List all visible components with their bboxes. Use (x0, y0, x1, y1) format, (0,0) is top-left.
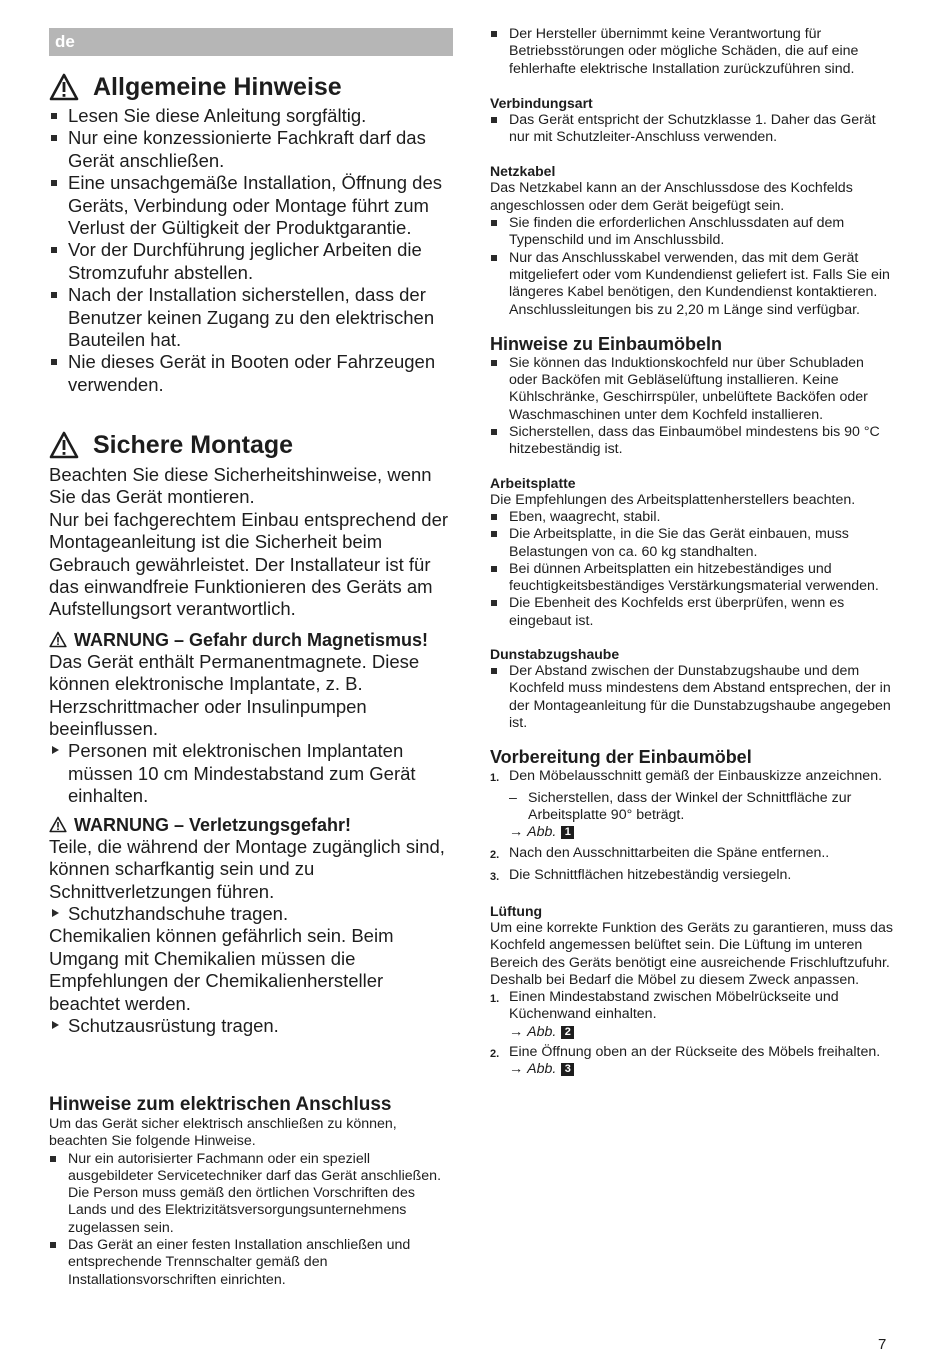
ventilation-steps (490, 989, 895, 1024)
list-item: Der Abstand zwischen der Dunstabzugshaube und dem Kochfeld muss mindestens dem Abstand entsprechen, der in der Montageanleitung für die Dunstabzugshaube angegeben ist. (490, 663, 895, 732)
warning-heading: WARNUNG – Verletzungsgefahr! (49, 814, 454, 836)
action-list (49, 740, 454, 807)
figure-number: 1 (561, 826, 574, 839)
section-title: Vorbereitung der Einbaumöbel (490, 747, 752, 768)
list-item: Nie dieses Gerät in Booten oder Fahrzeugen verwenden. (49, 351, 454, 396)
list-item: Eine unsachgemäße Installation, Öffnung des Geräts, Verbindung oder Montage führt zum Verlust der Gültigkeit der Produktgarantie. (49, 172, 454, 239)
paragraph: Die Empfehlungen des Arbeitsplattenherstellers beachten. (490, 491, 856, 508)
section-title: Dunstabzugshaube (490, 646, 620, 663)
list-item: Sie finden die erforderlichen Anschlussdaten auf dem Typenschild und im Anschlussbild. (490, 215, 895, 250)
warning-triangle-icon (49, 631, 67, 648)
list-item: Sie können das Induktionskochfeld nur über Schubladen oder Backöfen mit Gebläselüftung installieren. Keine Kühlschränke, Geschirrspüler, unbelüftete Backöfen oder Waschmaschinen unter dem Kochfeld installieren. (490, 355, 895, 424)
warning-triangle-icon (49, 72, 79, 102)
figure-reference: → Abb. 3 (490, 1061, 895, 1078)
warning-triangle-icon (49, 816, 67, 833)
section-title: Arbeitsplatte (490, 474, 576, 491)
list-item: Nur das Anschlusskabel verwenden, das mit dem Gerät mitgeliefert oder vom Kundendienst geliefert ist. Falls Sie ein längeres Kabel benötigen, den Kundendienst kontaktieren. Anschlussleitungen bis zu 2,20 m Länge sind verfügbar. (490, 250, 895, 319)
list-item: Vor der Durchführung jeglicher Arbeiten die Stromzufuhr abstellen. (49, 239, 454, 284)
preparation-steps (490, 845, 895, 884)
page-number: 7 (878, 1336, 887, 1353)
electrical-notes-list (49, 1151, 454, 1289)
list-item: Nach der Installation sicherstellen, dass der Benutzer keinen Zugang zu den elektrischen Bauteilen hat. (49, 284, 454, 351)
step-item: 1. Den Möbelausschnitt gemäß der Einbauskizze anzeichnen. (490, 768, 883, 785)
list-item: Der Hersteller übernimmt keine Verantwortung für Betriebsstörungen oder mögliche Schäden, die auf eine fehlerhafte elektrische Installation zurückzuführen sind. (490, 26, 895, 78)
general-notes-list (49, 105, 454, 396)
step-item: 1. Einen Mindestabstand zwischen Möbelrückseite und Küchenwand einhalten. (490, 989, 839, 1023)
step-item: 2. Eine Öffnung oben an der Rückseite des Möbels freihalten. (490, 1044, 881, 1061)
preparation-steps (490, 768, 895, 785)
section-allgemeine-hinweise (49, 72, 454, 396)
power-cable-list (490, 215, 895, 319)
paragraph: Um das Gerät sicher elektrisch anschließen zu können, beachten Sie folgende Hinweise. (49, 1116, 397, 1150)
language-code: de (55, 32, 75, 51)
warning-heading: WARNUNG – Gefahr durch Magnetismus! (49, 629, 454, 651)
list-item: Bei dünnen Arbeitsplatten ein hitzebeständiges und feuchtigkeitsbeständiges Verstärkungsmaterial verwenden. (490, 561, 895, 596)
section-title: Sichere Montage (93, 431, 294, 459)
list-item: Lesen Sie diese Anleitung sorgfältig. (49, 105, 454, 127)
section-title: Hinweise zum elektrischen Anschluss (49, 1094, 392, 1115)
warning-triangle-icon (49, 430, 79, 460)
extractor-hood-list (490, 663, 895, 732)
section-title: Netzkabel (490, 163, 556, 180)
ventilation-steps (490, 1044, 895, 1061)
action-item: Schutzhandschuhe tragen. (49, 903, 454, 925)
paragraph: Beachten Sie diese Sicherheitshinweise, wenn Sie das Gerät montieren. (49, 464, 432, 508)
list-item: Das Gerät an einer festen Installation anschließen und entsprechende Trennschalter gemäß den Installationsvorschriften einrichten. (49, 1237, 454, 1289)
section-title: Lüftung (490, 902, 543, 919)
list-item: Eben, waagrecht, stabil. (490, 509, 895, 526)
worktop-list (490, 509, 895, 630)
action-item: Schutzausrüstung tragen. (49, 1015, 454, 1037)
list-item: Die Arbeitsplatte, in die Sie das Gerät einbauen, muss Belastungen von ca. 60 kg standhalten. (490, 526, 895, 561)
list-item: Nur ein autorisierter Fachmann oder ein speziell ausgebildeter Servicetechniker darf das Gerät anschließen. Die Person muss gemäß den örtlichen Vorschriften des Lands und des Elektrizitätsversorgungsunternehmens zugelassen sein. (49, 1151, 454, 1237)
figure-reference: → Abb. 2 (490, 1024, 895, 1041)
list-item: Sicherstellen, dass das Einbaumöbel mindestens bis 90 °C hitzebeständig ist. (490, 424, 895, 459)
action-list (49, 1015, 454, 1037)
connection-type-list (490, 112, 895, 147)
section-title: Allgemeine Hinweise (93, 73, 342, 101)
action-item: Personen mit elektronischen Implantaten müssen 10 cm Mindestabstand zum Gerät einhalten. (49, 740, 454, 807)
figure-number: 2 (561, 1026, 574, 1039)
list-item: Das Gerät entspricht der Schutzklasse 1. Daher das Gerät nur mit Schutzleiter-Anschluss verwenden. (490, 112, 895, 147)
list-item: Die Ebenheit des Kochfelds erst überprüfen, wenn es eingebaut ist. (490, 595, 895, 630)
section-sichere-montage (49, 430, 454, 1037)
sub-step: – Sicherstellen, dass der Winkel der Schnittfläche zur Arbeitsplatte 90° beträgt. (490, 790, 895, 825)
step-item: 3. Die Schnittflächen hitzebeständig versiegeln. (490, 866, 792, 883)
language-tab (49, 28, 453, 56)
section-title: Verbindungsart (490, 94, 593, 111)
paragraph: Chemikalien können gefährlich sein. Beim Umgang mit Chemikalien müssen die Empfehlungen der Chemikalienhersteller beachtet werden. (49, 925, 394, 1014)
paragraph: Das Gerät enthält Permanentmagnete. Diese können elektronische Implantate, z. B. Herzschrittmacher oder Insulinpumpen beeinflussen. (49, 650, 420, 740)
action-list (49, 903, 454, 925)
section-title: Hinweise zu Einbaumöbeln (490, 333, 723, 354)
figure-number: 3 (561, 1063, 574, 1076)
step-item: 2. Nach den Ausschnittarbeiten die Späne entfernen.. (490, 845, 830, 862)
paragraph: Um eine korrekte Funktion des Geräts zu garantieren, muss das Kochfeld angemessen belüftet sein. Die Lüftung im unteren Bereich des Geräts benötigt eine ausreichende Frischluftzufuhr. Deshalb bei Bedarf die Möbel zu diesem Zweck anpassen. (490, 919, 893, 988)
built-in-furniture-list (490, 355, 895, 459)
figure-reference: → Abb. 1 (490, 824, 895, 841)
list-item: Nur eine konzessionierte Fachkraft darf das Gerät anschließen. (49, 127, 454, 172)
paragraph: Das Netzkabel kann an der Anschlussdose des Kochfelds angeschlossen oder dem Gerät beigefügt sein. (490, 180, 853, 214)
section-elektrischer-anschluss (49, 1094, 454, 1289)
manufacturer-note-list (490, 26, 895, 78)
paragraph: Nur bei fachgerechtem Einbau entsprechend der Montageanleitung ist die Sicherheit beim Gebrauch gewährleistet. Der Installateur ist für das einwandfreie Funktionieren des Geräts am Aufstellungsort verantwortlich. (49, 508, 449, 620)
paragraph: Teile, die während der Montage zugänglich sind, können scharfkantig sein und zu Schnittverletzungen führen. (49, 835, 445, 902)
